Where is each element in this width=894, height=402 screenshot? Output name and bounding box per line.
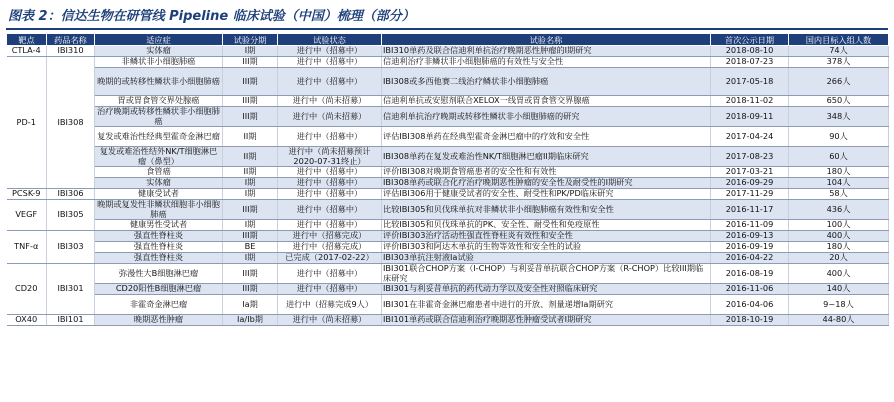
cell-indication: 实体瘤 (95, 178, 223, 189)
table-row (7, 46, 889, 57)
cell-drug: IBI301 (47, 264, 95, 315)
cell-status: 进行中（尚未招募） (278, 107, 382, 127)
cell-status: 进行中（招募中） (278, 220, 382, 231)
cell-trial-name: IBI101单药或联合信迪利治疗晚期恶性肿瘤受试者I期研究 (382, 315, 711, 326)
cell-status: 进行中（招募中） (278, 200, 382, 220)
table-row (7, 57, 889, 68)
cell-phase: Ia/Ib期 (223, 315, 278, 326)
cell-target: VEGF (7, 200, 47, 231)
cell-target: OX40 (7, 315, 47, 326)
table-row (7, 167, 889, 178)
cell-enroll: 140人 (789, 284, 889, 295)
cell-status: 进行中（招募中） (278, 68, 382, 96)
cell-phase: III期 (223, 57, 278, 68)
cell-trial-name: 信迪利单抗治疗晚期或转移性鳞状非小细胞肺癌的研究 (382, 107, 711, 127)
cell-phase: Ia期 (223, 295, 278, 315)
cell-phase: I期 (223, 178, 278, 189)
cell-indication: CD20阳性B细胞淋巴瘤 (95, 284, 223, 295)
cell-indication: 治疗晚期或转移性鳞状非小细胞肺癌 (95, 107, 223, 127)
col-header-date: 首次公示日期 (711, 34, 789, 46)
cell-phase: III期 (223, 264, 278, 284)
cell-indication: 健康受试者 (95, 189, 223, 200)
cell-date: 2017-04-24 (711, 127, 789, 147)
figure-title: 图表 2：信达生物在研管线 Pipeline 临床试验（中国）梳理（部分） (8, 9, 415, 24)
cell-drug: IBI306 (47, 189, 95, 200)
table-row (7, 127, 889, 147)
cell-trial-name: IBI310单药及联合信迪利单抗治疗晚期恶性肿瘤的I期研究 (382, 46, 711, 57)
header-row (7, 34, 889, 46)
col-header-trial-name: 试验名称 (382, 34, 711, 46)
cell-enroll: 266人 (789, 68, 889, 96)
cell-indication: 晚期恶性肿瘤 (95, 315, 223, 326)
cell-enroll: 90人 (789, 127, 889, 147)
cell-phase: III期 (223, 68, 278, 96)
cell-trial-name: 信迪利治疗非鳞状非小细胞肺癌的有效性与安全性 (382, 57, 711, 68)
cell-date: 2018-10-19 (711, 315, 789, 326)
cell-date: 2016-04-22 (711, 253, 789, 264)
cell-status: 已完成（2017-02-22） (278, 253, 382, 264)
cell-enroll: 104人 (789, 178, 889, 189)
cell-status: 进行中（招募完成9人） (278, 295, 382, 315)
cell-indication: 弥漫性大B细胞淋巴瘤 (95, 264, 223, 284)
col-header-status: 试验状态 (278, 34, 382, 46)
cell-phase: BE (223, 242, 278, 253)
cell-date: 2018-07-23 (711, 57, 789, 68)
cell-date: 2017-11-29 (711, 189, 789, 200)
cell-enroll: 58人 (789, 189, 889, 200)
cell-phase: I期 (223, 220, 278, 231)
cell-enroll: 100人 (789, 220, 889, 231)
table-row (7, 315, 889, 326)
cell-drug: IBI310 (47, 46, 95, 57)
table-row (7, 220, 889, 231)
col-header-phase: 试验分期 (223, 34, 278, 46)
cell-trial-name: IBI308单药在复发或难治性NK/T细胞淋巴瘤II期临床研究 (382, 147, 711, 167)
cell-indication: 食管癌 (95, 167, 223, 178)
cell-trial-name: 评价IBI308对晚期食管癌患者的安全性和有效性 (382, 167, 711, 178)
cell-enroll: 180人 (789, 242, 889, 253)
cell-trial-name: 评估IBI306用于健康受试者的安全性、耐受性和PK/PD临床研究 (382, 189, 711, 200)
cell-date: 2016-09-29 (711, 178, 789, 189)
cell-status: 进行中（招募中） (278, 46, 382, 57)
cell-trial-name: 评价IBI303治疗活动性强直性脊柱炎有效性和安全性 (382, 231, 711, 242)
cell-target: CD20 (7, 264, 47, 315)
table-row (7, 147, 889, 167)
cell-drug: IBI101 (47, 315, 95, 326)
cell-phase: I期 (223, 253, 278, 264)
cell-date: 2018-11-02 (711, 96, 789, 107)
table-row (7, 200, 889, 220)
cell-enroll: 9~18人 (789, 295, 889, 315)
cell-target: PD-1 (7, 57, 47, 189)
cell-trial-name: IBI303单抗注射液Ia试验 (382, 253, 711, 264)
cell-trial-name: 信迪利单抗或安慰剂联合XELOX一线胃或胃食管交界腺癌 (382, 96, 711, 107)
table-row (7, 242, 889, 253)
table-row (7, 284, 889, 295)
cell-phase: III期 (223, 231, 278, 242)
pipeline-table (6, 33, 889, 326)
cell-trial-name: IBI308单药或联合化疗治疗晚期恶性肿瘤的安全性及耐受性的I期研究 (382, 178, 711, 189)
cell-indication: 健康男性受试者 (95, 220, 223, 231)
cell-trial-name: 比较IBI305和贝伐珠单抗的PK、安全性、耐受性和免疫原性 (382, 220, 711, 231)
cell-date: 2017-08-23 (711, 147, 789, 167)
cell-status: 进行中（尚未招募） (278, 315, 382, 326)
col-header-enroll: 国内目标入组人数 (789, 34, 889, 46)
cell-status: 进行中（招募中） (278, 284, 382, 295)
cell-phase: II期 (223, 127, 278, 147)
cell-enroll: 44-80人 (789, 315, 889, 326)
cell-status: 进行中（招募中） (278, 264, 382, 284)
cell-indication: 强直性脊柱炎 (95, 231, 223, 242)
cell-phase: I期 (223, 189, 278, 200)
cell-enroll: 400人 (789, 231, 889, 242)
cell-enroll: 20人 (789, 253, 889, 264)
cell-target: TNF-α (7, 231, 47, 264)
cell-trial-name: IBI301与利妥昔单抗的药代动力学以及安全性对照临床研究 (382, 284, 711, 295)
cell-phase: III期 (223, 107, 278, 127)
cell-status: 进行中（招募中） (278, 178, 382, 189)
table-row (7, 96, 889, 107)
cell-drug: IBI308 (47, 57, 95, 189)
cell-target: CTLA-4 (7, 46, 47, 57)
table-row (7, 178, 889, 189)
table-row (7, 107, 889, 127)
cell-phase: III期 (223, 200, 278, 220)
col-header-indication: 适应症 (95, 34, 223, 46)
cell-enroll: 650人 (789, 96, 889, 107)
cell-status: 进行中（尚未招募预计2020-07-31终止） (278, 147, 382, 167)
cell-enroll: 348人 (789, 107, 889, 127)
table-row (7, 68, 889, 96)
cell-date: 2017-05-18 (711, 68, 789, 96)
cell-trial-name: 评估IBI308单药在经典型霍奇金淋巴瘤中的疗效和安全性 (382, 127, 711, 147)
cell-enroll: 74人 (789, 46, 889, 57)
cell-date: 2016-09-13 (711, 231, 789, 242)
cell-enroll: 180人 (789, 167, 889, 178)
table-row (7, 189, 889, 200)
cell-status: 进行中（招募完成） (278, 242, 382, 253)
cell-indication: 非霍奇金淋巴瘤 (95, 295, 223, 315)
col-header-target: 靶点 (7, 34, 47, 46)
cell-phase: II期 (223, 167, 278, 178)
cell-status: 进行中（招募中） (278, 127, 382, 147)
cell-enroll: 60人 (789, 147, 889, 167)
cell-date: 2016-09-19 (711, 242, 789, 253)
cell-indication: 强直性脊柱炎 (95, 253, 223, 264)
cell-date: 2016-04-06 (711, 295, 789, 315)
cell-indication: 复发或难治性结外NK/T细胞淋巴瘤（鼻型） (95, 147, 223, 167)
cell-phase: II期 (223, 147, 278, 167)
cell-indication: 非鳞状非小细胞肺癌 (95, 57, 223, 68)
cell-phase: III期 (223, 96, 278, 107)
cell-drug: IBI305 (47, 200, 95, 231)
table-row (7, 264, 889, 284)
cell-trial-name: 评价IBI303和阿达木单抗的生物等效性和安全性的试验 (382, 242, 711, 253)
title-divider (6, 28, 888, 30)
cell-status: 进行中（招募中） (278, 189, 382, 200)
cell-indication: 复发或难治性经典型霍奇金淋巴瘤 (95, 127, 223, 147)
cell-date: 2016-11-17 (711, 200, 789, 220)
cell-date: 2018-08-10 (711, 46, 789, 57)
col-header-drug: 药品名称 (47, 34, 95, 46)
cell-date: 2016-08-19 (711, 264, 789, 284)
cell-phase: III期 (223, 284, 278, 295)
cell-trial-name: IBI308或多西他赛二线治疗鳞状非小细胞肺癌 (382, 68, 711, 96)
cell-indication: 实体瘤 (95, 46, 223, 57)
cell-enroll: 436人 (789, 200, 889, 220)
table-row (7, 231, 889, 242)
cell-status: 进行中（招募完成） (278, 231, 382, 242)
cell-date: 2017-03-21 (711, 167, 789, 178)
cell-trial-name: IBI301联合CHOP方案（I-CHOP）与利妥昔单抗联合CHOP方案（R-CHOP）比较III期临床研究 (382, 264, 711, 284)
cell-status: 进行中（尚未招募） (278, 96, 382, 107)
cell-indication: 晚期的或转移性鳞状非小细胞肺癌 (95, 68, 223, 96)
cell-enroll: 400人 (789, 264, 889, 284)
table-row (7, 295, 889, 315)
cell-enroll: 378人 (789, 57, 889, 68)
cell-date: 2016-11-09 (711, 220, 789, 231)
cell-date: 2016-11-06 (711, 284, 789, 295)
cell-status: 进行中（招募中） (278, 57, 382, 68)
cell-status: 进行中（招募中） (278, 167, 382, 178)
cell-trial-name: 比较IBI305和贝伐珠单抗对非鳞状非小细胞肺癌有效性和安全性 (382, 200, 711, 220)
cell-drug: IBI303 (47, 231, 95, 264)
cell-trial-name: IBI301在非霍奇金淋巴瘤患者中进行的开放、剂量递增Ia期研究 (382, 295, 711, 315)
cell-date: 2018-09-11 (711, 107, 789, 127)
cell-phase: I期 (223, 46, 278, 57)
cell-indication: 晚期或复发性非鳞状细胞非小细胞肺癌 (95, 200, 223, 220)
cell-indication: 胃或胃食管交界处腺癌 (95, 96, 223, 107)
cell-indication: 强直性脊柱炎 (95, 242, 223, 253)
cell-target: PCSK-9 (7, 189, 47, 200)
table-row (7, 253, 889, 264)
